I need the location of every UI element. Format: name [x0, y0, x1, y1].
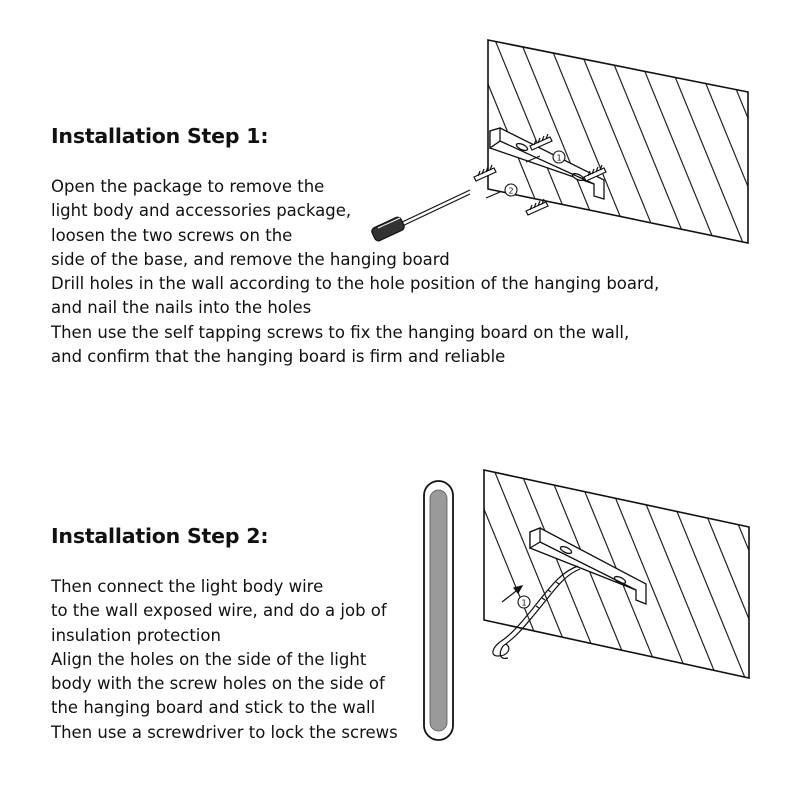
step-1-line: Then use the self tapping screws to fix the hanging board on the wall, [51, 322, 630, 342]
hanging-board [530, 528, 646, 604]
step-1-line: Open the package to remove the [51, 177, 325, 196]
step-1-line: and confirm that the hanging board is firm and reliable [51, 347, 506, 367]
step-1-line: loosen the two screws on the [51, 225, 293, 245]
step-1-line: Drill holes in the wall according to the hole position of the hanging board, [51, 274, 660, 294]
connecting-wires [493, 566, 580, 658]
step-1-line: side of the base, and remove the hanging board [51, 249, 450, 269]
step-2-title: Installation Step 2: [51, 524, 269, 548]
callout-2 [505, 184, 517, 196]
step-2-line: the hanging board and stick to the wall [51, 698, 376, 718]
step-2-line: insulation protection [51, 625, 221, 645]
step-1-line: light body and accessories package, [51, 201, 352, 221]
step-2-line: to the wall exposed wire, and do a job of [51, 601, 387, 621]
callout-1 [553, 151, 565, 163]
step-2-line: Then connect the light body wire [51, 577, 324, 596]
callout-2-label: 2 [508, 186, 514, 196]
step-2-line: Then use a screwdriver to lock the screws [51, 722, 398, 742]
step-2-line: Align the holes on the side of the light [51, 649, 367, 669]
step-1-line: and nail the nails into the holes [51, 298, 312, 318]
callout-1-label: 1 [556, 153, 562, 163]
step-1-illustration [0, 0, 800, 260]
light-body [424, 481, 453, 740]
step-1-title: Installation Step 1: [51, 124, 269, 148]
callout-1-label: 1 [521, 598, 527, 608]
callout-1 [518, 596, 530, 608]
screwdriver-icon [371, 190, 470, 242]
step-2-illustration [0, 450, 800, 750]
step-2-line: body with the screw holes on the side of [51, 674, 385, 694]
